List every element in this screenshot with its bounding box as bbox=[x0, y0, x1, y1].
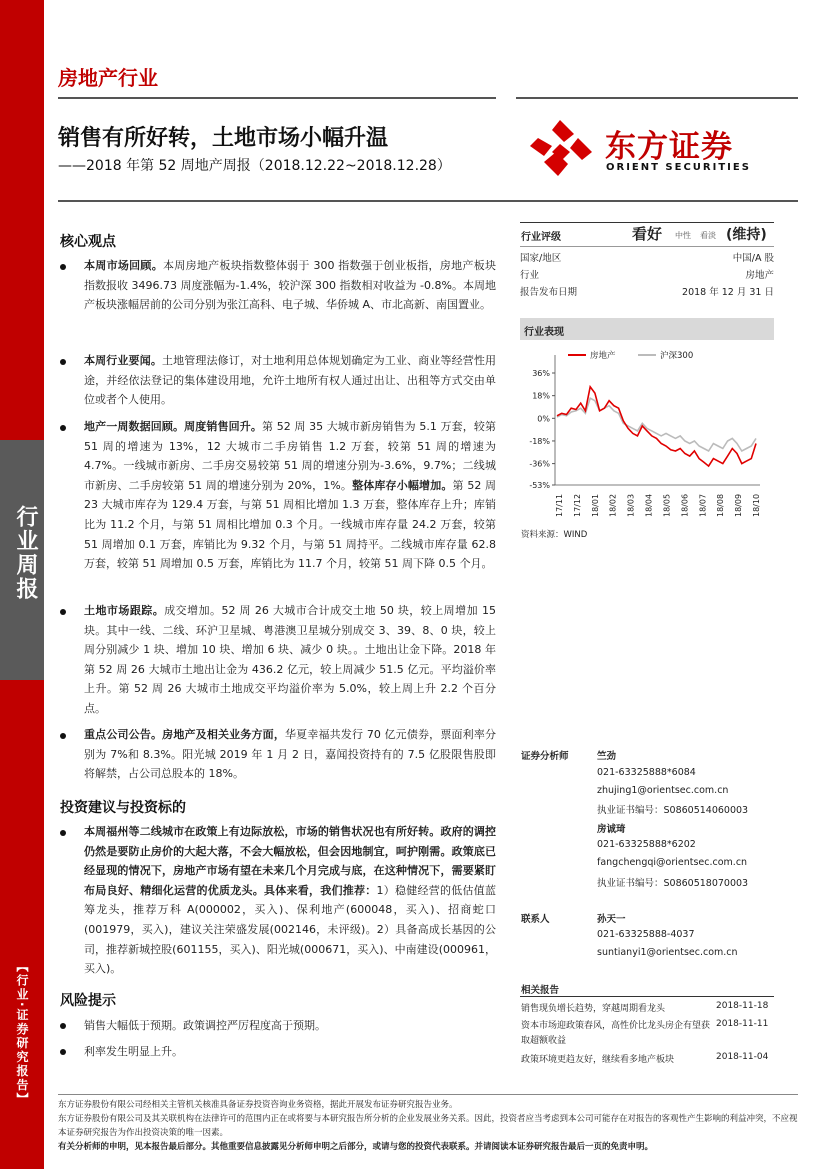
contact-name: 孙天一 bbox=[597, 914, 626, 925]
bullet-icon bbox=[60, 733, 66, 739]
related-date: 2018-11-18 bbox=[716, 1001, 769, 1011]
bullet-icon bbox=[60, 1023, 66, 1029]
perf-header: 行业表现 bbox=[520, 318, 774, 340]
x-tick-label: 18/05 bbox=[662, 493, 672, 517]
paragraph-industry-news: 本周行业要闻。土地管理法修订，对土地利用总体规划确定为工业、商业等经营性用途，并经依法登记的集体建设用地，允许土地所有权人通过出让、出租等方式交由单位或者个人使用。 bbox=[84, 354, 497, 407]
related-report[interactable]: 资本市场迎政策春风，高性价比龙头房企有望获取超额收益 bbox=[521, 1021, 711, 1046]
series-line-0 bbox=[557, 387, 756, 466]
contact-mail[interactable]: suntianyi1@orientsec.com.cn bbox=[597, 947, 738, 958]
bullet-icon bbox=[60, 264, 66, 270]
section-title-core: 核心观点 bbox=[60, 234, 116, 250]
x-tick-label: 17/11 bbox=[555, 493, 564, 517]
legend-label: 沪深300 bbox=[660, 351, 694, 361]
related-date: 2018-11-04 bbox=[716, 1052, 769, 1062]
x-tick-label: 18/01 bbox=[590, 493, 600, 517]
analyst-name: 竺劲 bbox=[597, 751, 617, 762]
side-label-weekly: 行业周报 bbox=[13, 505, 38, 601]
risk-item: 利率发生明显上升。 bbox=[84, 1045, 183, 1058]
x-tick-label: 18/02 bbox=[608, 493, 618, 517]
x-tick-label: 18/10 bbox=[752, 493, 761, 517]
section-title-risk: 风险提示 bbox=[60, 993, 116, 1009]
rating-label: 行业评级 bbox=[521, 232, 561, 243]
rating-bearish: 看淡 bbox=[700, 231, 716, 240]
x-tick-label: 18/07 bbox=[698, 493, 708, 517]
analyst-mail[interactable]: fangchengqi@orientsec.com.cn bbox=[597, 857, 748, 868]
y-tick-label: -36% bbox=[529, 459, 550, 469]
industry-label: 房地产行业 bbox=[58, 66, 158, 90]
related-report[interactable]: 销售现负增长趋势，穿越周期看龙头 bbox=[521, 1004, 666, 1014]
divider bbox=[58, 200, 798, 202]
x-tick-label: 18/04 bbox=[644, 493, 654, 517]
rating-neutral: 中性 bbox=[675, 231, 691, 240]
side-bar-top bbox=[0, 0, 44, 440]
footer bbox=[58, 1098, 798, 1154]
x-tick-label: 18/06 bbox=[680, 493, 690, 517]
divider bbox=[520, 996, 774, 997]
related-report[interactable]: 政策环境更趋友好，继续看多地产板块 bbox=[521, 1055, 675, 1065]
y-tick-label: -18% bbox=[529, 436, 550, 446]
paragraph-company-news: 重点公司公告。房地产及相关业务方面，华夏幸福共发行 70 亿元债券，票面利率分别为 7%和 8.3%。阳光城 2019 年 1 月 2 日，嘉闻投资持有的 7.5 亿股限售股即将解禁，占公司总股本的 18%。 bbox=[84, 728, 496, 781]
analyst-tel: 021-63325888*6202 bbox=[597, 839, 696, 850]
page-title: 销售有所好转，土地市场小幅升温 bbox=[58, 126, 389, 151]
contact-label: 联系人 bbox=[521, 914, 550, 925]
bullet-icon bbox=[60, 1049, 66, 1055]
divider bbox=[520, 246, 774, 247]
info-row: 报告发布日期 2018 年 12 月 31 日 bbox=[520, 287, 774, 298]
paragraph-land-market: 土地市场跟踪。成交增加。52 周 26 大城市合计成交土地 50 块，较上周增加 15 块。其中一线、二线、环沪卫星城、粤港澳卫星城分别成交 3、39、8、0 块，较上周分别减少 1 块、增加 10 块、增加 6 块、减少 0 块。。土地出让金下降。2018 年第 52 周 26 大城市土地出让金为 436.2 亿元，较上周减少 51.5 亿元。平均溢价率上升。第 52 周 26 大城市土地成交平均溢价率为 5.0%，较上周上升 2.2 个百分点。 bbox=[84, 604, 497, 715]
analyst-cert: 执业证书编号：S0860514060003 bbox=[597, 805, 749, 816]
x-tick-label: 17/12 bbox=[572, 493, 582, 517]
legend-label: 房地产 bbox=[590, 351, 616, 361]
analyst-mail[interactable]: zhujing1@orientsec.com.cn bbox=[597, 785, 729, 796]
x-tick-label: 18/09 bbox=[734, 493, 744, 517]
logo-text-cn: 东方证券 bbox=[605, 129, 733, 165]
analyst-cert: 执业证书编号：S0860518070003 bbox=[597, 878, 749, 889]
performance-chart bbox=[520, 345, 774, 525]
chart-source: 资料来源：WIND bbox=[521, 530, 588, 540]
x-tick-label: 18/08 bbox=[716, 493, 726, 517]
y-tick-label: 0% bbox=[537, 414, 550, 424]
footer-line: 有关分析师的申明，见本报告最后部分。其他重要信息披露见分析师申明之后部分，或请与您的投资代表联系。并请阅读本证券研究报告最后一页的免责申明。 bbox=[58, 1142, 654, 1152]
paragraph-invest: 本周福州等二线城市在政策上有边际放松，市场的销售状况也有所好转。政府的调控仍然是要防止房价的大起大落，不会大幅放松，但会因地制宜，呵护刚需。政策底已经显现的情况下，房地产市场有望在未来几个月完成与底，在这种情况下，需要紧盯布局良好、精细化运营的优质龙头。具体来看，我们推荐：1）稳健经营的低估值蓝筹龙头，推荐万科 A(000002，买入)、保利地产(600048，买入)、招商蛇口(001979，买入)，建议关注荣盛发展(002146，未评级)。2）具备高成长基因的公司，推荐新城控股(601155，买入)、阳光城(000671，买入)、中南建设(000961，买入)。 bbox=[84, 825, 496, 976]
section-title-invest: 投资建议与投资标的 bbox=[60, 800, 186, 816]
footer-divider bbox=[58, 1094, 798, 1095]
divider bbox=[516, 97, 798, 99]
footer-line: 东方证券股份有限公司经相关主管机关核准具备证券投资咨询业务资格，据此开展发布证券研究报告业务。 bbox=[58, 1100, 458, 1110]
page-subtitle: ——2018 年第 52 周地产周报（2018.12.22~2018.12.28） bbox=[58, 158, 451, 174]
y-tick-label: 18% bbox=[532, 391, 550, 401]
analyst-tel: 021-63325888*6084 bbox=[597, 767, 696, 778]
analyst-label: 证券分析师 bbox=[521, 751, 569, 762]
rating-value: 看好 bbox=[632, 225, 663, 243]
info-row: 行业 房地产 bbox=[520, 270, 774, 281]
paragraph-market-review: 本周市场回顾。本周房地产板块指数整体弱于 300 指数强于创业板指，房地产板块指数报收 3496.73 周度涨幅为-1.4%，较沪深 300 指数相对收益为 -0.8%。本周地产板块涨幅居前的公司分别为张江高科、电子城、华侨城 A、市北高新、南国置业。 bbox=[84, 259, 496, 312]
y-tick-label: -53% bbox=[529, 481, 550, 490]
divider bbox=[58, 97, 496, 99]
risk-item: 销售大幅低于预期。政策调控严厉程度高于预期。 bbox=[84, 1019, 326, 1032]
footer-line: 东方证券股份有限公司及其关联机构在法律许可的范围内正在或将要与本研究报告所分析的企业发展业务关系。因此，投资者应当考虑到本公司可能存在对报告的客观性产生影响的利益冲突，不应视本证券研究报告为作出投资决策的唯一因素。 bbox=[58, 1114, 798, 1138]
paragraph-weekly-data: 地产一周数据回顾。周度销售回升。第 52 周 35 大城市新房销售为 5.1 万套，较第 51 周的增速为 13%，12 大城市二手房销售 1.2 万套，较第 51 周的增速为 4.7%。一线城市新房、二手房交易较第 51 周的增速分别为-3.6%，9.7%；二线城市新房、二手房较第 51 周的增速分别为 20%，1%。整体库存小幅增加。第 52 周 23 大城市库存为 129.4 万套，与第 51 周相比增加 1.3 万套，整体库存上升；库销比为 11.2 个月，与第 51 周相比增加 0.3 个月。一线城市库存量 24.2 万套，较第 51 周增加 0.1 万套，库销比为 9.32 个月，与第 51 周持平。二线城市库存量 62.8 万套，较第 51 周增加 0.5 万套，库销比为 11.7 个月，较第 51 周下降 0.5 个月。 bbox=[84, 420, 497, 571]
info-row: 国家/地区 中国/A 股 bbox=[520, 253, 774, 264]
x-tick-label: 18/03 bbox=[626, 493, 636, 517]
related-date: 2018-11-11 bbox=[716, 1019, 769, 1029]
analyst-name: 房诚琦 bbox=[597, 824, 626, 835]
bullet-icon bbox=[60, 830, 66, 836]
bullet-icon bbox=[60, 609, 66, 615]
bullet-icon bbox=[60, 359, 66, 365]
bullet-icon bbox=[60, 425, 66, 431]
side-label-report: 【行业·证券研究报告】 bbox=[15, 960, 29, 1107]
related-title: 相关报告 bbox=[521, 985, 560, 996]
y-tick-label: 36% bbox=[532, 369, 550, 378]
contact-tel: 021-63325888-4037 bbox=[597, 929, 695, 940]
logo-text-en: ORIENT SECURITIES bbox=[606, 162, 751, 173]
rating-maintain: (维持) bbox=[726, 227, 767, 243]
